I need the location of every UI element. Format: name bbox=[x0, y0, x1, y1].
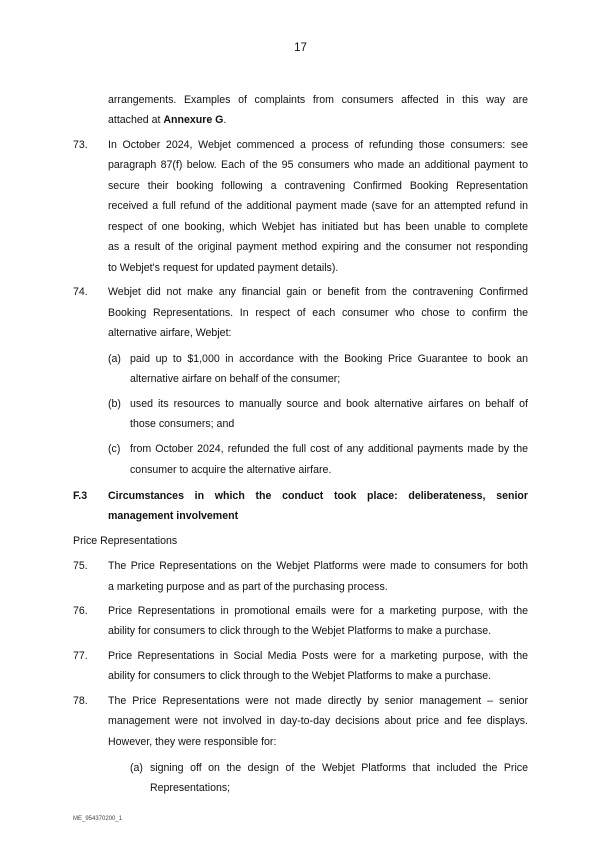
section-heading-line: management involvement bbox=[108, 510, 239, 522]
paragraph-line: However, they were responsible for: bbox=[108, 736, 277, 748]
paragraph-line: paragraph 87(f) below. Each of the 95 consumers who made an additional payment to bbox=[108, 159, 528, 171]
paragraph-line: management were not involved in day-to-day decisions about price and fee displays. bbox=[108, 715, 528, 727]
paragraph-number: 73. bbox=[73, 139, 88, 151]
paragraph-line: secure their booking following a contravening Confirmed Booking Representation bbox=[108, 180, 528, 192]
paragraph-line: Booking Representations. In respect of each consumer who chose to confirm the bbox=[108, 307, 528, 319]
list-item-line: Representations; bbox=[150, 782, 231, 794]
paragraph-line: In October 2024, Webjet commenced a process of refunding those consumers: see bbox=[108, 139, 528, 151]
document-footer-id: ME_954370200_1 bbox=[73, 816, 123, 822]
paragraph-number: 74. bbox=[73, 286, 88, 298]
subheading: Price Representations bbox=[73, 535, 178, 547]
list-item-line: alternative airfare on behalf of the consumer; bbox=[130, 373, 341, 385]
list-item-line: used its resources to manually source and book alternative airfares on behalf of bbox=[130, 398, 528, 410]
paragraph-line: as a result of the original payment method expiring and the consumer not responding bbox=[108, 241, 528, 253]
paragraph-line: received a full refund of the additional payment made (save for an attempted refund in bbox=[108, 200, 528, 212]
list-item-label: (b) bbox=[108, 398, 121, 410]
paragraph-line: Price Representations in promotional emails were for a marketing purpose, with the bbox=[108, 605, 528, 617]
continuation-line: attached at Annexure G. bbox=[108, 114, 227, 126]
list-item-label: (c) bbox=[108, 443, 121, 455]
section-number: F.3 bbox=[73, 490, 88, 502]
page-number: 17 bbox=[294, 42, 307, 54]
paragraph-line: alternative airfare, Webjet: bbox=[108, 327, 232, 339]
continuation-line: arrangements. Examples of complaints from consumers affected in this way are bbox=[108, 94, 528, 106]
paragraph-number: 75. bbox=[73, 560, 88, 572]
annexure-reference: Annexure G bbox=[163, 114, 224, 126]
paragraph-line: Webjet did not make any financial gain or benefit from the contravening Confirmed bbox=[108, 286, 528, 298]
paragraph-line: The Price Representations were not made directly by senior management – senior bbox=[108, 695, 528, 707]
list-item-line: consumer to acquire the alternative airfare. bbox=[130, 464, 332, 476]
section-heading-line: Circumstances in which the conduct took place: deliberateness, senior bbox=[108, 490, 528, 502]
paragraph-line: respect of one booking, which Webjet has initiated but has been unable to complete bbox=[108, 221, 528, 233]
paragraph-line: a marketing purpose and as part of the purchasing process. bbox=[108, 581, 388, 593]
list-item-label: (a) bbox=[130, 762, 143, 774]
list-item-line: from October 2024, refunded the full cost of any additional payments made by the bbox=[130, 443, 528, 455]
paragraph-line: ability for consumers to click through to the Webjet Platforms to make a purchase. bbox=[108, 625, 492, 637]
paragraph-line: Price Representations in Social Media Posts were for a marketing purpose, with the bbox=[108, 650, 528, 662]
paragraph-line: to Webjet's request for updated payment details). bbox=[108, 262, 339, 274]
list-item-line: those consumers; and bbox=[130, 418, 235, 430]
paragraph-line: The Price Representations on the Webjet Platforms were made to consumers for both bbox=[108, 560, 528, 572]
paragraph-number: 76. bbox=[73, 605, 88, 617]
paragraph-number: 78. bbox=[73, 695, 88, 707]
list-item-line: signing off on the design of the Webjet Platforms that included the Price bbox=[150, 762, 528, 774]
paragraph-line: ability for consumers to click through to the Webjet Platforms to make a purchase. bbox=[108, 670, 492, 682]
list-item-line: paid up to $1,000 in accordance with the Booking Price Guarantee to book an bbox=[130, 353, 528, 365]
paragraph-number: 77. bbox=[73, 650, 88, 662]
list-item-label: (a) bbox=[108, 353, 121, 365]
